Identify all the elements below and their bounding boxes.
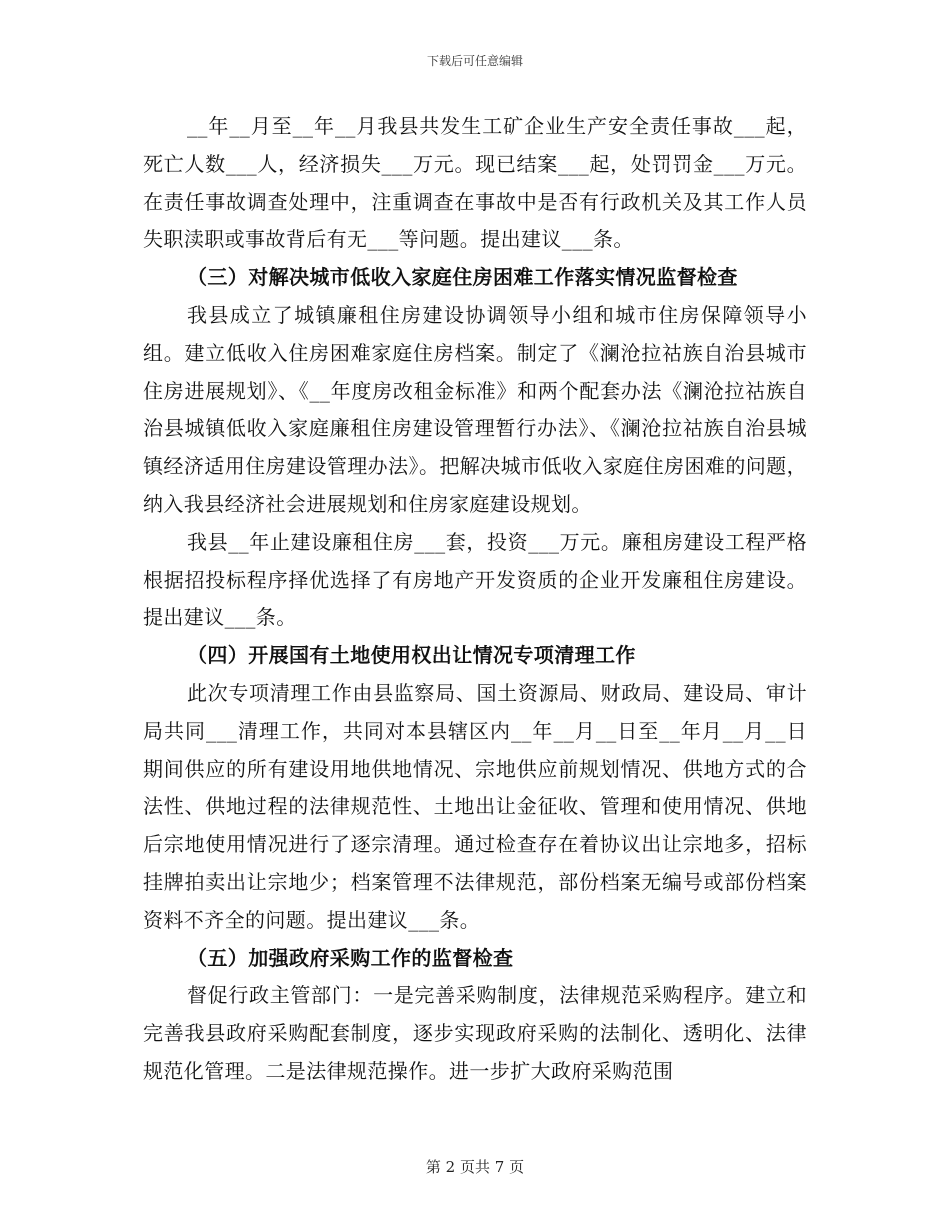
paragraph-accident-stats: __年__月至__年__月我县共发生工矿企业生产安全责任事故___起，死亡人数___人，经济损失___万元。现已结案___起，处罚罚金___万元。在责任事故调查处理中，注重调查在事故中是否有行政机关及其工作人员失职渎职或事故背后有无___等问题。提出建议___条。 — [143, 114, 807, 252]
section-heading-3: （三）对解决城市低收入家庭住房困难工作落实情况监督检查 — [187, 265, 738, 290]
paragraph-housing-policy: 我县成立了城镇廉租住房建设协调领导小组和城市住房保障领导小组。建立低收入住房困难家庭住房档案。制定了《澜沧拉祜族自治县城市住房进展规划》、《__年度房改租金标准》和两个配套办法《澜沧拉祜族自治县城镇低收入家庭廉租住房建设管理暂行办法》、《澜沧拉祜族自治县城镇经济适用住房建设管理办法》。把解决城市低收入家庭住房困难的问题，纳入我县经济社会进展规划和住房家庭建设规划。 — [143, 302, 807, 516]
section-heading-5: （五）加强政府采购工作的监督检查 — [187, 945, 514, 970]
page-header-note: 下载后可任意编辑 — [426, 54, 523, 68]
paragraph-land-cleanup: 此次专项清理工作由县监察局、国土资源局、财政局、建设局、审计局共同___清理工作，共同对本县辖区内__年__月__日至__年月__月__日期间供应的所有建设用地供地情况、宗地供应前规划情况、供地方式的合法性、供地过程的法律规范性、土地出让金征收、管理和使用情况、供地后宗地使用情况进行了逐宗清理。通过检查存在着协议出让宗地多，招标挂牌拍卖出让宗地少；档案管理不法律规范，部份档案无编号或部份档案资料不齐全的问题。提出建议___条。 — [143, 680, 807, 932]
page-footer-number: 第 2 页共 7 页 — [425, 1158, 525, 1176]
section-heading-4: （四）开展国有土地使用权出让情况专项清理工作 — [187, 643, 636, 668]
paragraph-procurement: 督促行政主管部门：一是完善采购制度，法律规范采购程序。建立和完善我县政府采购配套制度，逐步实现政府采购的法制化、透明化、法律规范化管理。二是法律规范操作。进一步扩大政府采购范围 — [143, 983, 807, 1083]
document-body — [143, 108, 807, 1091]
paragraph-housing-construction: 我县__年止建设廉租住房___套，投资___万元。廉租房建设工程严格根据招投标程序择优选择了有房地产开发资质的企业开发廉租住房建设。提出建议___条。 — [143, 529, 807, 630]
